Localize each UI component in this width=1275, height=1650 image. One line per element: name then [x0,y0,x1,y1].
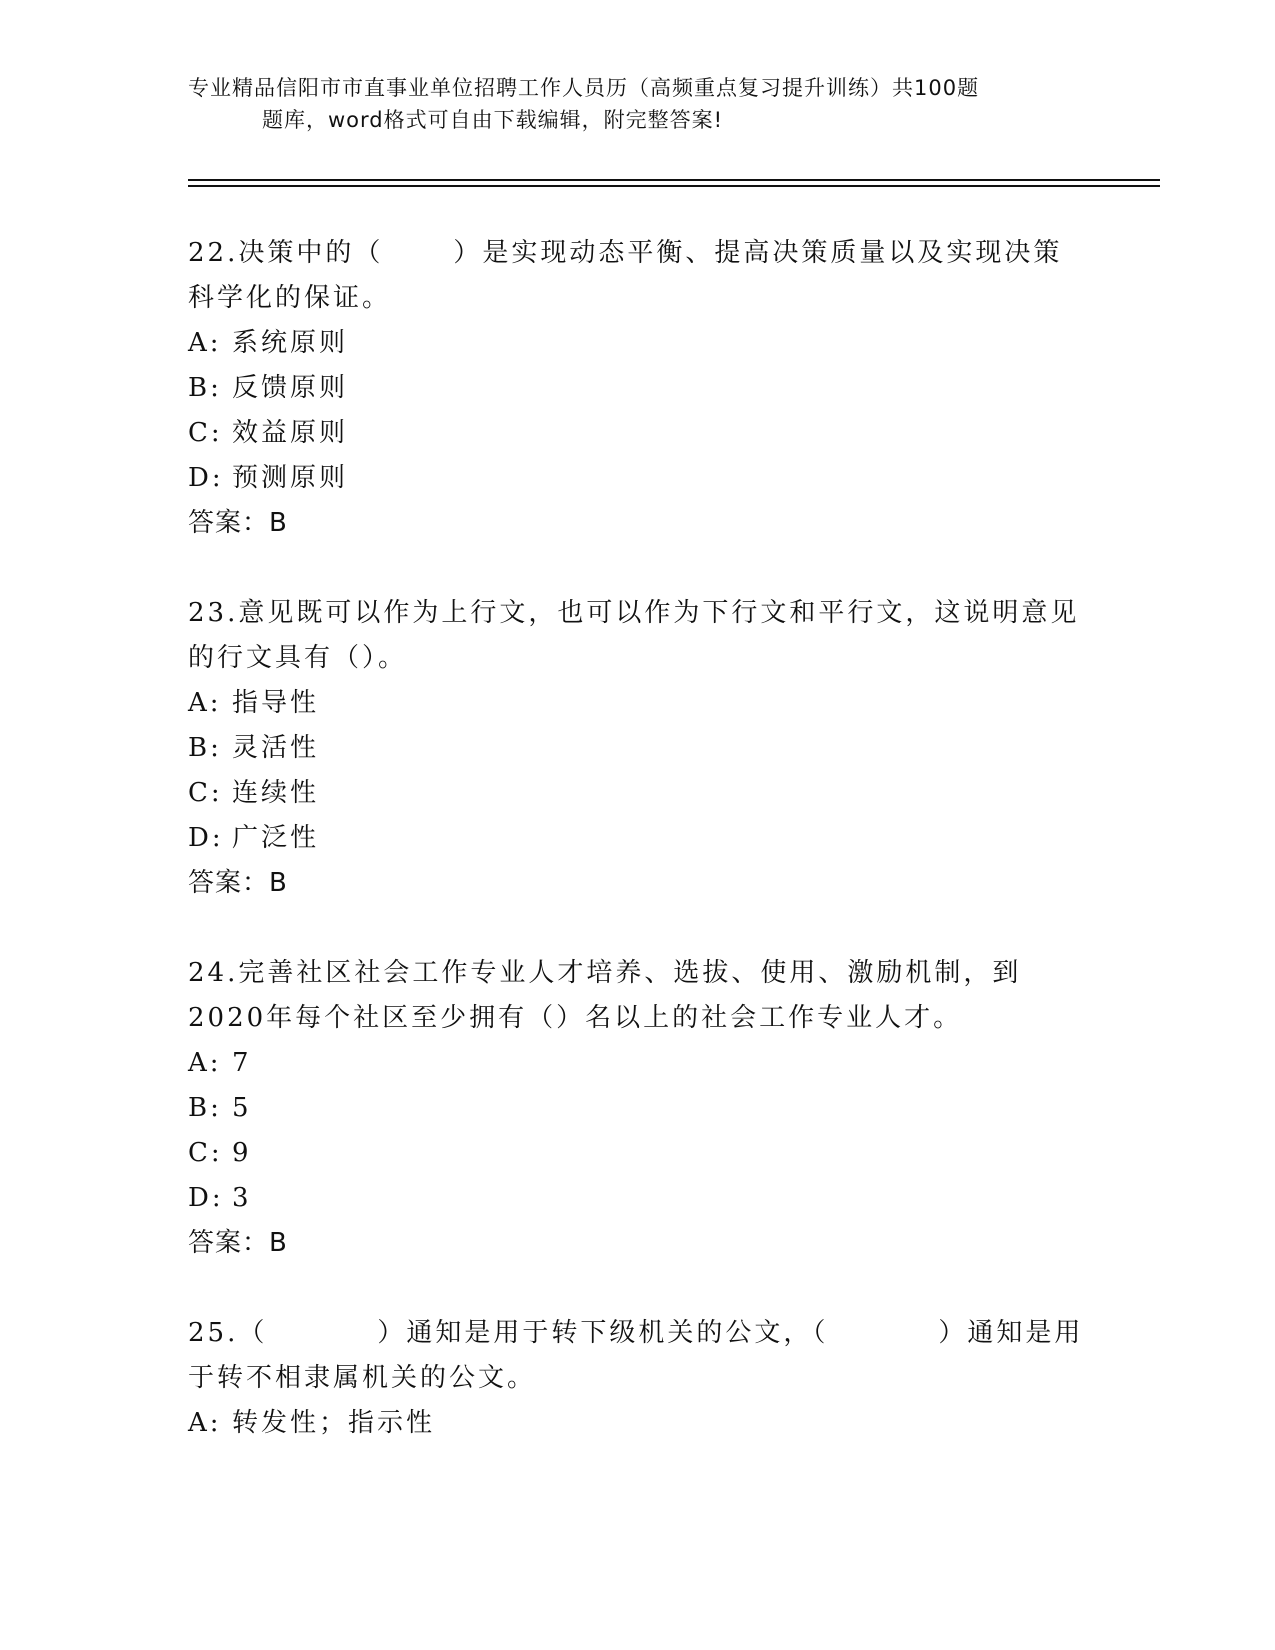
header-title-line1: 专业精品信阳市市直事业单位招聘工作人员历（高频重点复习提升训练）共100题 [188,76,980,100]
question-stem [188,591,1088,681]
option-letter: D: [188,463,224,493]
option-letter: D: [188,1183,224,1213]
question-stem-part: （ [238,1318,268,1348]
document-header [188,72,1108,136]
question-24 [188,951,1088,1266]
question-stem-part: 完善社区社会工作专业人才培养、选拔、使用、激励机制，到2020年每个社区至少拥有（）名以上的社会工作专业人才。 [188,958,1022,1033]
option-b [188,366,1088,411]
option-letter: A: [188,688,222,718]
question-23 [188,591,1088,906]
answer-line: 答案：B [188,508,288,538]
question-stem-part: ）通知是用于转下级机关的公文，（ [377,1318,829,1348]
option-text: 指导性 [232,688,320,718]
option-text: 系统原则 [232,328,349,358]
question-stem [188,1311,1088,1401]
option-text: 9 [232,1138,252,1168]
option-letter: A: [188,328,222,358]
question-stem-part: 决策中的（ [238,238,384,268]
option-text: 连续性 [232,778,320,808]
option-b [188,726,1088,771]
option-a [188,1401,1088,1446]
option-text: 广泛性 [232,823,320,853]
option-text: 3 [232,1183,252,1213]
option-text: 预测原则 [232,463,349,493]
question-stem [188,231,1088,321]
answer-line: 答案：B [188,1228,288,1258]
question-stem [188,951,1088,1041]
option-text: 5 [232,1093,252,1123]
answer-line: 答案：B [188,868,288,898]
option-d [188,456,1088,501]
header-divider-bottom [188,185,1160,187]
option-a [188,681,1088,726]
header-divider-top [188,179,1160,181]
question-number: 23. [188,598,239,628]
option-b [188,1086,1088,1131]
question-stem-part: 意见既可以作为上行文，也可以作为下行文和平行文，这说明意见的行文具有（）。 [188,598,1080,673]
option-letter: B: [188,733,222,763]
option-text: 灵活性 [232,733,320,763]
option-letter: C: [188,1138,223,1168]
question-stem-part: ）是实现动态平衡、提高决策质量以及实现决策科学化的保证。 [188,238,1063,313]
option-text: 反馈原则 [232,373,349,403]
option-letter: B: [188,1093,222,1123]
option-c [188,771,1088,816]
option-c [188,411,1088,456]
question-25 [188,1311,1088,1446]
option-d [188,1176,1088,1221]
question-number: 22. [188,238,239,268]
option-letter: A: [188,1048,222,1078]
question-22 [188,231,1088,546]
question-number: 25. [188,1318,239,1348]
option-text: 效益原则 [232,418,349,448]
option-letter: D: [188,823,224,853]
question-number: 24. [188,958,239,988]
question-stem-part: ）通知是用于转不相隶属机关的公文。 [188,1318,1084,1393]
option-letter: C: [188,418,223,448]
option-a [188,1041,1088,1086]
option-letter: B: [188,373,222,403]
option-letter: C: [188,778,223,808]
header-title-line2: 题库，word格式可自由下载编辑，附完整答案! [262,108,724,132]
option-c [188,1131,1088,1176]
option-letter: A: [188,1408,222,1438]
option-d [188,816,1088,861]
option-a [188,321,1088,366]
option-text: 7 [232,1048,252,1078]
option-text: 转发性；指示性 [232,1408,436,1438]
